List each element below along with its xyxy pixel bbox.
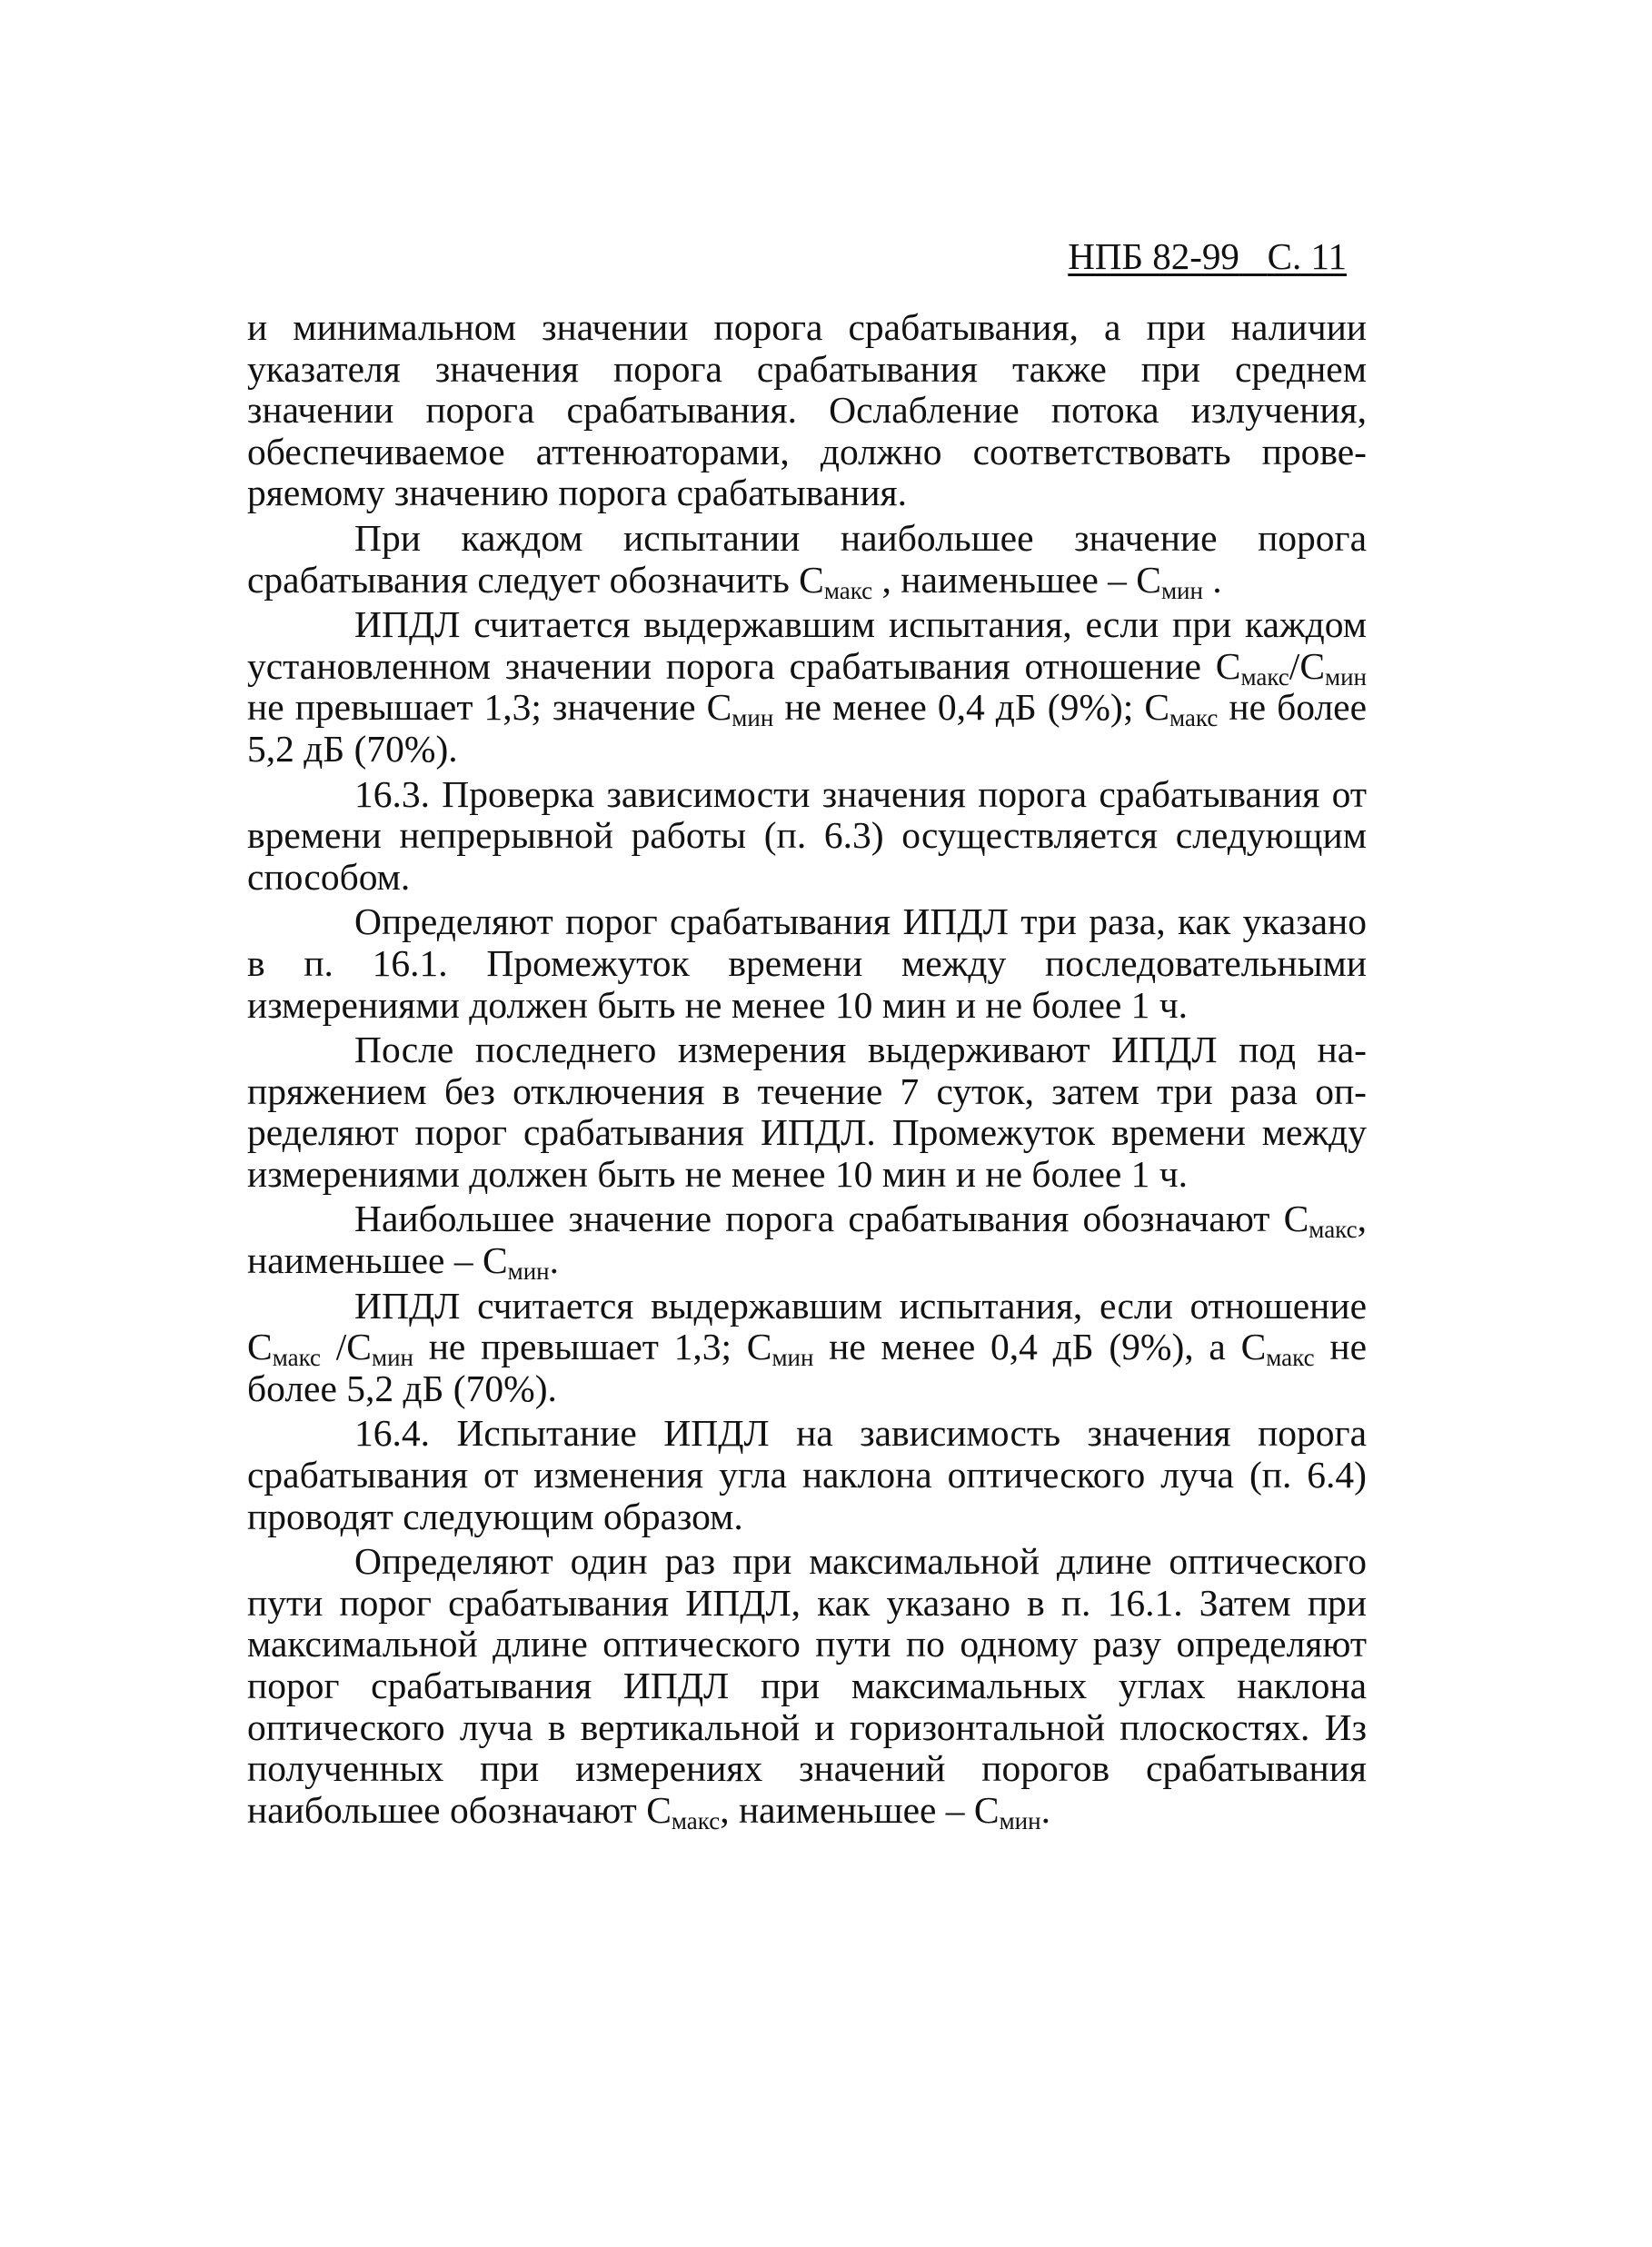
subscript: мин — [1160, 576, 1203, 604]
text-run: не более 5,2 дБ (70%). — [247, 686, 1367, 770]
text-run: не превышает 1,3; значение С — [247, 686, 732, 729]
subscript: макс — [823, 576, 873, 604]
paragraph — [247, 774, 1367, 899]
text-run: , наименьшее – С — [247, 1198, 1367, 1282]
subscript: макс — [671, 1806, 721, 1834]
subscript: макс — [1266, 1344, 1315, 1372]
text-run: не менее 0,4 дБ (9%), а С — [813, 1326, 1267, 1368]
subscript: мин — [771, 1344, 814, 1372]
document-code: НПБ 82-99 — [1068, 235, 1239, 277]
subscript: мин — [371, 1344, 413, 1372]
text-run: . — [1040, 1788, 1050, 1831]
subscript: макс — [272, 1344, 322, 1372]
paragraph — [247, 516, 1367, 604]
text-run: не более 5,2 дБ (70%). — [247, 1326, 1367, 1409]
paragraph — [247, 901, 1367, 1026]
subscript: макс — [1169, 704, 1219, 732]
text-run: не менее 0,4 дБ (9%); С — [773, 686, 1170, 729]
paragraph — [247, 307, 1367, 514]
subscript: макс — [1240, 662, 1289, 691]
text-run: 16.3. Проверка зависимости значения порога срабатывания от времени непрерывной работы (п. 6.3) осуществляется следующим способом. — [247, 772, 1367, 898]
text-run: , наименьшее – С — [872, 558, 1161, 601]
text-run: При каждом испытании наибольшее значение порога срабатывания следует обозначить С — [247, 516, 1367, 601]
document-body — [247, 307, 1367, 1834]
page-number: С. 11 — [1267, 235, 1347, 277]
text-run: ИПДЛ считается выдержавшим испытания, если при каждом установленном значении порога срабатывания отношение С — [247, 603, 1367, 687]
paragraph — [247, 1413, 1367, 1537]
text-run: и минимальном значении порога срабатывания, а при наличии указателя значения порога срабатывания также при среднем значении порога срабатывания. Ослабление потока излучения, обеспечиваемое аттенюаторами, должно соответствовать проверяемому значению порога срабатывания. — [247, 306, 1367, 514]
paragraph — [247, 1029, 1367, 1195]
paragraph — [247, 1198, 1367, 1286]
text-run: Определяют порог срабатывания ИПДЛ три раза, как указано в п. 16.1. Промежуток времени между последовательными измерениями должен быть не менее 10 мин и не более 1 ч. — [247, 900, 1367, 1026]
paragraph — [247, 1286, 1367, 1410]
subscript: мин — [731, 704, 774, 732]
subscript: макс — [1309, 1216, 1358, 1244]
text-run: 16.4. Испытание ИПДЛ на зависимость значения порога срабатывания от изменения угла наклона оптического луча (п. 6.4) проводят следующим образом. — [247, 1412, 1367, 1537]
text-run: . — [1202, 558, 1222, 601]
subscript: мин — [999, 1806, 1041, 1834]
subscript: мин — [1325, 662, 1367, 691]
paragraph — [247, 1540, 1367, 1834]
text-run: После последнего измерения выдерживают ИПДЛ под напряжением без отключения в течение 7 суток, затем три раза определяют порог срабатывания ИПДЛ. Промежуток времени между измерениями должен быть не менее 10 мин и не более 1 ч. — [247, 1029, 1367, 1195]
text-run: Наибольшее значение порога срабатывания обозначают С — [354, 1198, 1309, 1240]
paragraph — [247, 604, 1367, 770]
text-run: не превышает 1,3; С — [413, 1326, 772, 1368]
text-run: , наименьшее – С — [720, 1788, 1000, 1831]
text-run: Определяют один раз при максимальной длине оптического пути порог срабатывания ИПДЛ, как указано в п. 16.1. Затем при максимальной длине оптического пути по одному разу определяют порог срабатывания ИПДЛ при максимальных углах наклона оптического луча в вертикальной и горизонтальной плоскостях. Из полученных при измерениях значений порогов срабатывания наибольшее обозначают С — [247, 1540, 1367, 1831]
text-run: . — [549, 1239, 559, 1282]
page-header — [1068, 234, 1347, 278]
text-run: ИПДЛ считается выдержавшим испытания, если отношение С — [247, 1284, 1367, 1368]
subscript: мин — [507, 1258, 550, 1286]
text-run: /С — [321, 1326, 372, 1368]
text-run: /С — [1289, 644, 1326, 687]
